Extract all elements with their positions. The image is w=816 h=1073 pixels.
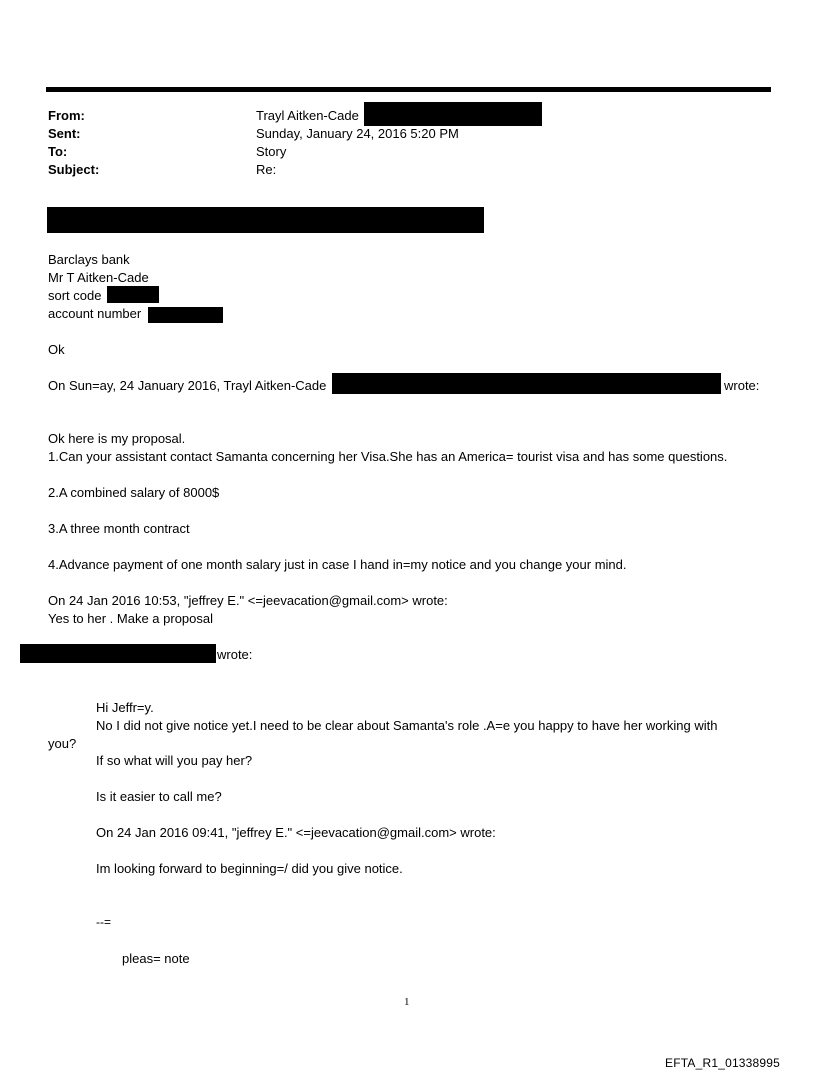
proposal-item-4: 4.Advance payment of one month salary just in case I hand in=my notice and you change your mind. [48,557,627,572]
sent-label: Sent: [48,126,81,141]
redaction-sort-code [107,286,159,303]
quote-header-1053: On 24 Jan 2016 10:53, "jeffrey E." <=jeevacation@gmail.com> wrote: [48,593,448,608]
quote-text-0941: Im looking forward to beginning=/ did you give notice. [96,861,403,876]
account-number-label: account number [48,306,142,321]
header-rule [46,87,771,92]
wrote-label-1: wrote: [724,378,760,393]
document-id: EFTA_R1_01338995 [665,1056,781,1070]
redaction-sender-email [332,373,721,394]
reply-ok: Ok [48,342,65,357]
to-value: Story [256,144,287,159]
quoted-line-1: No I did not give notice yet.I need to be clear about Samanta's role .A=e you happy to have her working with [96,718,718,733]
bank-name: Barclays bank [48,252,130,267]
redaction-block-top [47,207,484,233]
quoted-line-2: If so what will you pay her? [96,753,253,768]
redaction-sender-line [20,644,216,663]
signature-note: pleas= note [122,951,190,966]
proposal-intro: Ok here is my proposal. [48,431,186,446]
proposal-item-2: 2.A combined salary of 8000$ [48,485,220,500]
to-label: To: [48,144,68,159]
sent-value: Sunday, January 24, 2016 5:20 PM [256,126,459,141]
subject-label: Subject: [48,162,100,177]
wrote-label-2: wrote: [217,647,253,662]
redaction-from-email [364,102,542,126]
sort-code-label: sort code [48,288,102,303]
quoted-line-3: Is it easier to call me? [96,789,222,804]
quoted-greeting: Hi Jeffr=y. [96,700,154,715]
redaction-account-number [148,307,223,323]
proposal-item-3: 3.A three month contract [48,521,190,536]
quote-header-0941: On 24 Jan 2016 09:41, "jeffrey E." <=jeevacation@gmail.com> wrote: [96,825,496,840]
quote-header-sunday: On Sun=ay, 24 January 2016, Trayl Aitken-Cade [48,378,327,393]
quoted-line-1-wrap: you? [48,736,77,751]
subject-value: Re: [256,162,277,177]
quote-text-1053: Yes to her . Make a proposal [48,611,214,626]
proposal-item-1: 1.Can your assistant contact Samanta concerning her Visa.She has an America= tourist visa and has some questions. [48,449,728,464]
page-number: 1 [404,996,410,1008]
bank-holder: Mr T Aitken-Cade [48,270,149,285]
from-label: From: [48,108,85,123]
signature-separator: --= [96,915,111,929]
from-value: Trayl Aitken-Cade [256,108,359,123]
